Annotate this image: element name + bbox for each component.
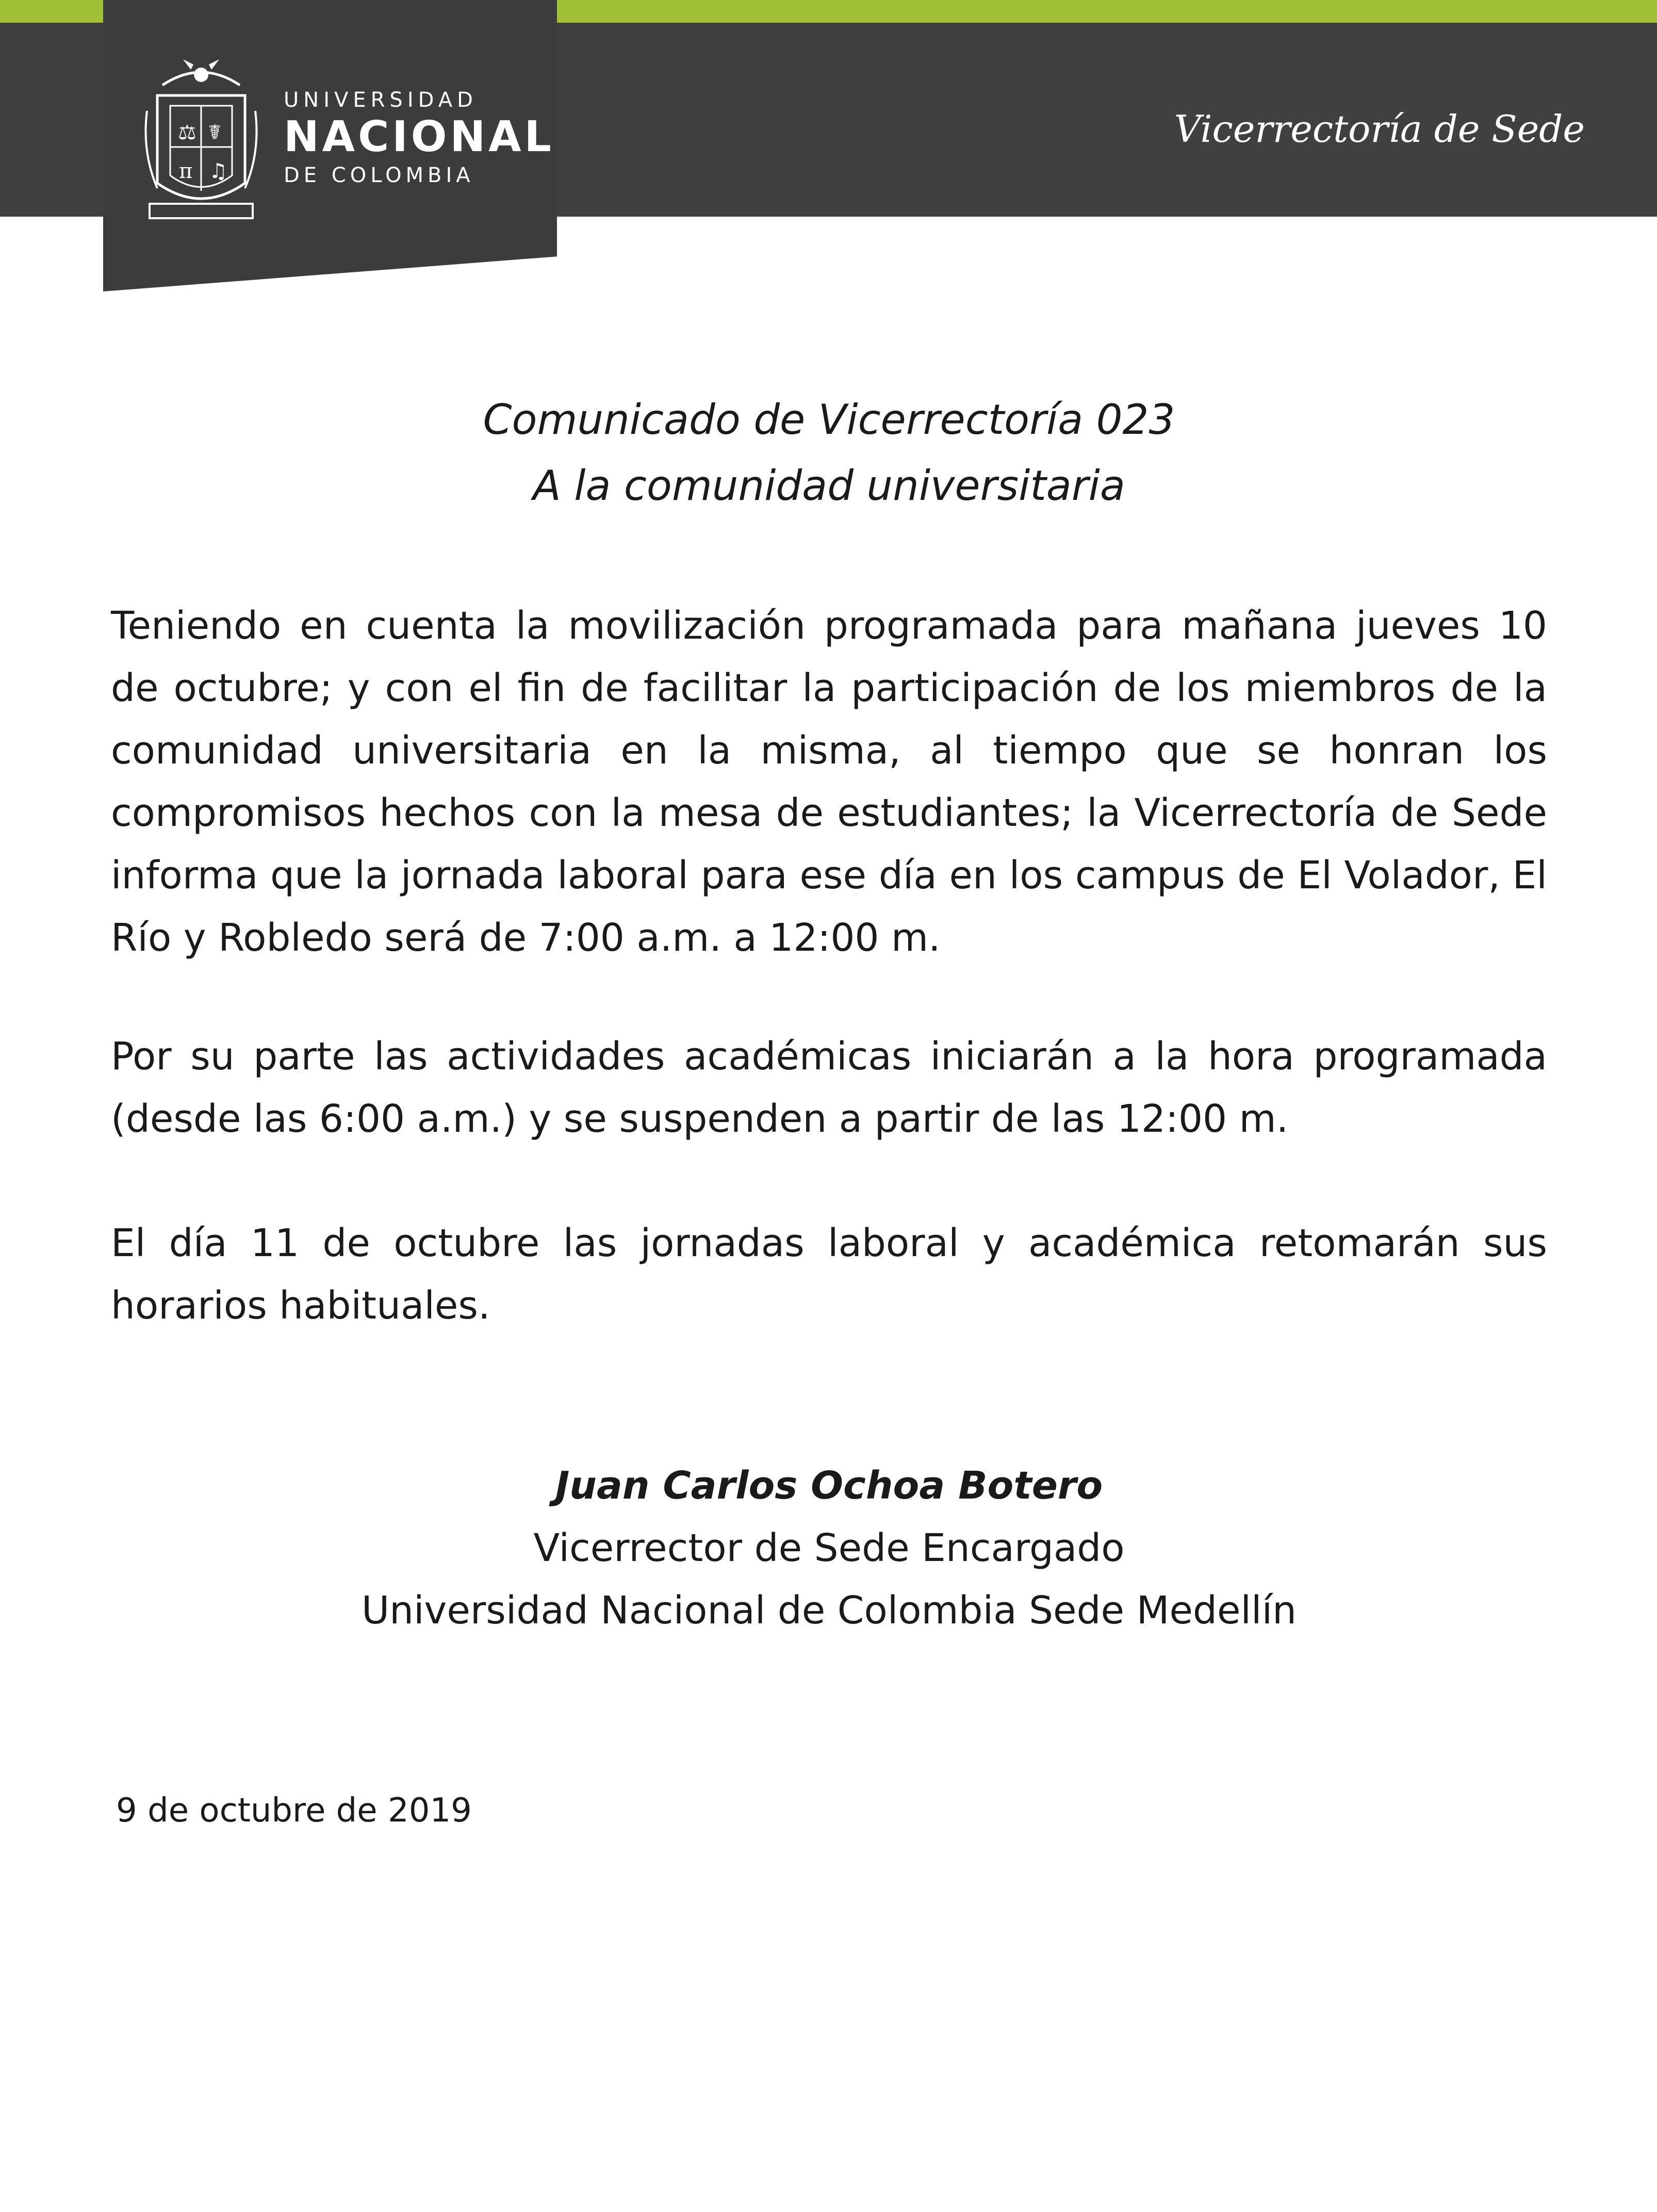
svg-text:π: π <box>179 159 193 183</box>
svg-text:♫: ♫ <box>209 159 227 183</box>
signer-role: Vicerrector de Sede Encargado <box>533 1526 1125 1570</box>
signer-name: Juan Carlos Ochoa Botero <box>555 1463 1103 1508</box>
signer-institution: Universidad Nacional de Colombia Sede Medellín <box>361 1588 1297 1633</box>
paragraph-2: Por su parte las actividades académicas iniciarán a la hora programada (desde las 6:00 a.m.) y se suspenden a partir de las 12:00 m. <box>111 1034 1547 1141</box>
document-date: 9 de octubre de 2019 <box>116 1792 472 1830</box>
document-subtitle: A la comunidad universitaria <box>533 462 1125 510</box>
institution-line-1: UNIVERSIDAD <box>284 88 478 112</box>
document-title: Comunicado de Vicerrectoría 023 <box>483 396 1175 444</box>
svg-text:⚖: ⚖ <box>178 121 196 144</box>
institution-line-2: NACIONAL <box>284 112 554 161</box>
institution-line-3: DE COLOMBIA <box>284 164 474 187</box>
document-heading <box>111 387 1547 519</box>
institution-name <box>284 88 554 189</box>
svg-text:☤: ☤ <box>208 121 222 144</box>
signature-block <box>111 1455 1547 1642</box>
unit-name: Vicerrectoría de Sede <box>1174 107 1585 151</box>
university-crest-icon <box>142 49 260 224</box>
paragraph-1: Teniendo en cuenta la movilización programada para mañana jueves 10 de octubre; y con el fin de facilitar la participación de los miembros de la comunidad universitaria en la misma, al tiempo que se honran los compromisos hechos con la mesa de estudiantes; la Vicerrectoría de Sede informa que la jornada laboral para ese día en los campus de El Volador, El Río y Robledo será de 7:00 a.m. a 12:00 m. <box>111 604 1547 960</box>
paragraph-3: El día 11 de octubre las jornadas laboral y académica retomarán sus horarios habituales. <box>111 1221 1547 1328</box>
